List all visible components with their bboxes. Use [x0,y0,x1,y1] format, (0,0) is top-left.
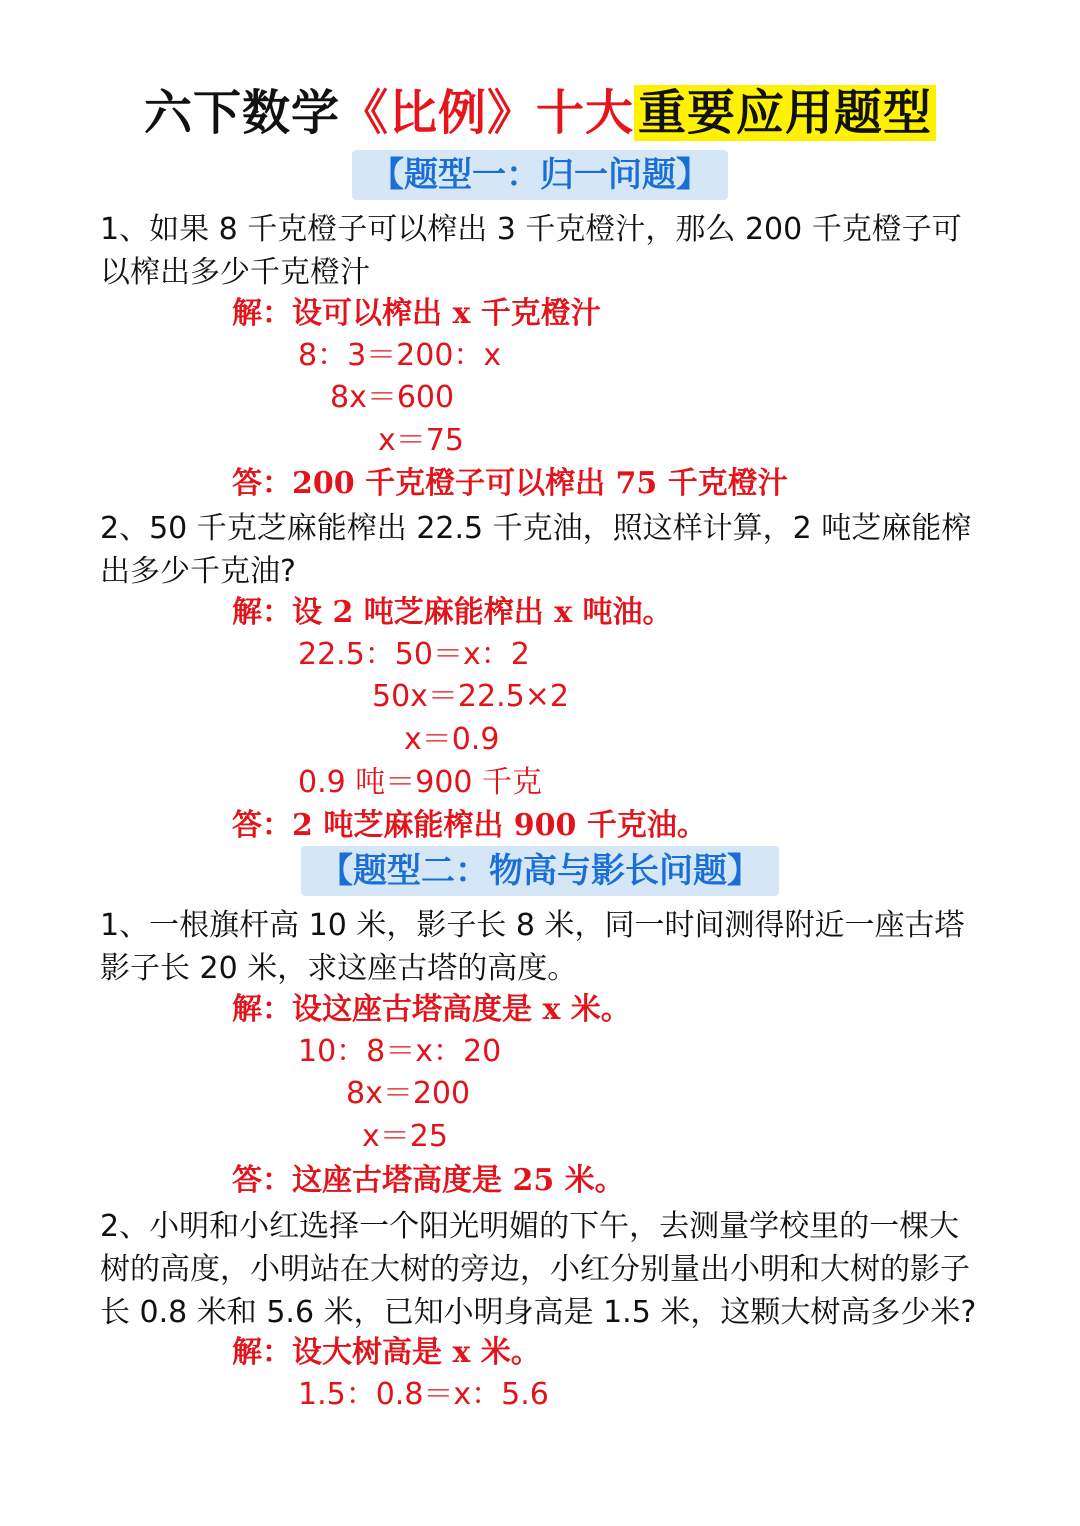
problem-1-2-text: 2、50 千克芝麻能榨出 22.5 千克油，照这样计算，2 吨芝麻能榨出多少千克油? [100,511,972,589]
section-banner-label: 【题型二：物高与影长问题】 [301,846,779,896]
solution-line: 50x＝22.5×2 [372,679,569,714]
problem-1-1-text: 1、如果 8 千克橙子可以榨出 3 千克橙汁，那么 200 千克橙子可以榨出多少千克橙汁 [100,212,962,290]
answer-line: 答：200 千克橙子可以榨出 75 千克橙汁 [232,466,788,501]
title-part-topic: 《比例》十大 [339,85,634,141]
solution-line: 8x＝200 [346,1076,471,1111]
solution-line: 22.5：50＝x：2 [298,637,530,672]
page-title [0,78,1080,148]
solution-line: 1.5：0.8＝x：5.6 [298,1377,549,1412]
solution-line: x＝0.9 [404,722,500,757]
section-banner-label: 【题型一：归一问题】 [352,150,728,200]
title-part-highlight: 重要应用题型 [634,85,936,141]
problem-2-2-text: 2、小明和小红选择一个阳光明媚的下午，去测量学校里的一棵大树的高度，小明站在大树的旁边，小红分别量出小明和大树的影子长 0.8 米和 5.6 米，已知小明身高是 1.5 米，这颗大树高多少米? [100,1209,977,1330]
solution-line: 10：8＝x：20 [298,1034,502,1069]
title-part-grade: 六下数学 [143,85,340,141]
solution-line: x＝75 [378,423,464,458]
solution-line: 解：设可以榨出 x 千克橙汁 [232,296,601,331]
solution-line: 0.9 吨＝900 千克 [298,765,543,800]
solution-line: 解：设 2 吨芝麻能榨出 x 吨油。 [232,595,673,630]
problem-2-1-text: 1、一根旗杆高 10 米，影子长 8 米，同一时间测得附近一座古塔影子长 20 米，求这座古塔的高度。 [100,908,965,986]
solution-line: 解：设这座古塔高度是 x 米。 [232,992,631,1027]
section-banner-1 [0,150,1080,200]
solution-line: x＝25 [362,1119,448,1154]
section-banner-2 [0,846,1080,896]
solution-line: 8：3＝200：x [298,338,502,373]
answer-line: 答：这座古塔高度是 25 米。 [232,1163,625,1198]
answer-line: 答：2 吨芝麻能榨出 900 千克油。 [232,808,707,843]
solution-line: 8x＝600 [330,380,455,415]
solution-line: 解：设大树高是 x 米。 [232,1335,541,1370]
